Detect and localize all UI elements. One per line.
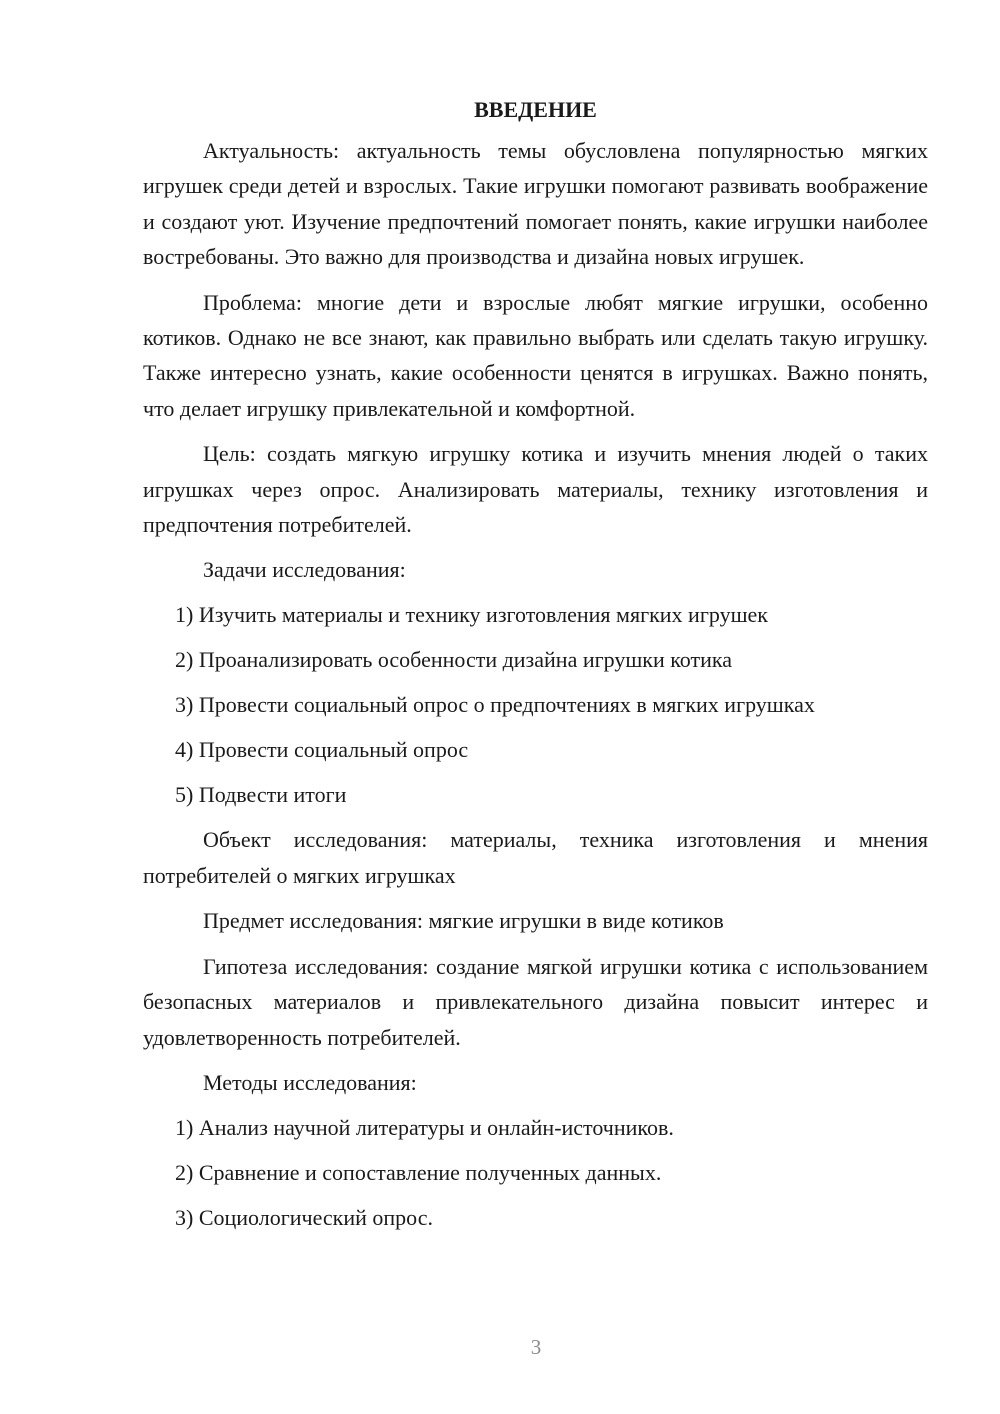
method-item: 3) Социологический опрос.: [175, 1204, 433, 1230]
page-title: ВВЕДЕНИЕ: [474, 97, 597, 122]
page-number: 3: [530, 1335, 542, 1359]
task-item: 4) Провести социальный опрос: [175, 737, 469, 763]
document-page: [143, 92, 928, 1245]
task-item: 2) Проанализировать особенности дизайна игрушки котика: [175, 647, 733, 673]
task-item: 1) Изучить материалы и технику изготовления мягких игрушек: [175, 602, 768, 628]
method-item: 1) Анализ научной литературы и онлайн-источников.: [175, 1114, 674, 1140]
methods-heading: Методы исследования:: [203, 1069, 417, 1095]
paragraph-problem: Проблема: многие дети и взрослые любят мягкие игрушки, особенно котиков. Однако не все знают, как правильно выбрать или сделать такую игрушку. Также интересно узнать, какие особенности ценятся в игрушках. Важно понять, что делает игрушку привлекательной и комфортной.: [143, 289, 928, 421]
paragraph-hypothesis: Гипотеза исследования: создание мягкой игрушки котика с использованием безопасных материалов и привлекательного дизайна повысит интерес и удовлетворенность потребителей.: [143, 953, 928, 1050]
task-item: 3) Провести социальный опрос о предпочтениях в мягких игрушках: [175, 692, 815, 718]
paragraph-subject: Предмет исследования: мягкие игрушки в виде котиков: [203, 908, 724, 934]
paragraph-object: Объект исследования: материалы, техника изготовления и мнения потребителей о мягких игрушках: [143, 827, 928, 888]
paragraph-goal: Цель: создать мягкую игрушку котика и изучить мнения людей о таких игрушках через опрос. Анализировать материалы, технику изготовления и предпочтения потребителей.: [143, 441, 928, 538]
task-item: 5) Подвести итоги: [175, 782, 347, 808]
method-item: 2) Сравнение и сопоставление полученных данных.: [175, 1159, 662, 1185]
tasks-heading: Задачи исследования:: [203, 557, 406, 583]
paragraph-relevance: Актуальность: актуальность темы обусловлена популярностью мягких игрушек среди детей и взрослых. Такие игрушки помогают развивать воображение и создают уют. Изучение предпочтений помогает понять, какие игрушки наиболее востребованы. Это важно для производства и дизайна новых игрушек.: [143, 138, 928, 270]
